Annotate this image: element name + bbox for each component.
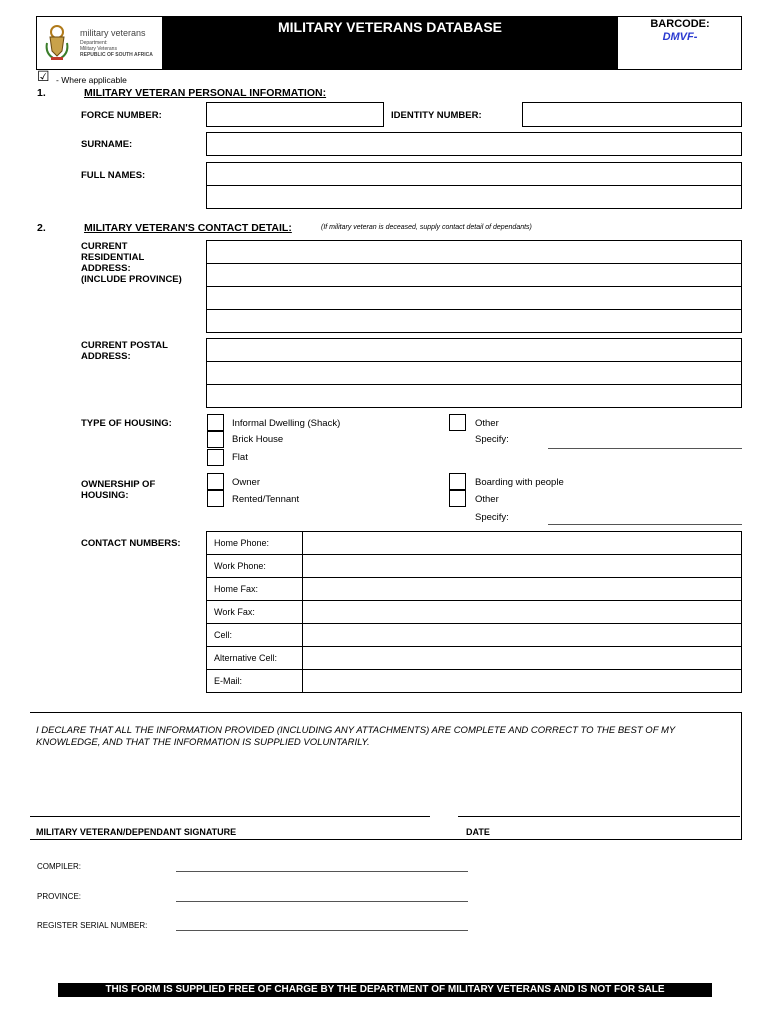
postal-address-line3[interactable]: [206, 384, 742, 408]
ownership-rented-label: Rented/Tennant: [232, 494, 300, 505]
surname-input[interactable]: [206, 132, 742, 156]
footer-notice: THIS FORM IS SUPPLIED FREE OF CHARGE BY THE DEPARTMENT OF MILITARY VETERANS AND IS NOT FOR SALE: [58, 983, 712, 997]
work-fax-input[interactable]: [303, 600, 741, 623]
section2-title: MILITARY VETERAN'S CONTACT DETAIL:: [84, 222, 292, 234]
serial-number-line[interactable]: [176, 930, 468, 931]
contact-row-label: Alternative Cell:: [214, 653, 278, 663]
contact-row: [206, 600, 742, 623]
signature-line[interactable]: [30, 816, 430, 817]
contact-row-label: Home Phone:: [214, 538, 270, 548]
contact-row: [206, 554, 742, 577]
title-panel: [162, 17, 618, 69]
home-fax-input[interactable]: [303, 577, 741, 600]
ownership-rented-checkbox[interactable]: [207, 490, 224, 507]
declaration-text: I DECLARE THAT ALL THE INFORMATION PROVIDED (INCLUDING ANY ATTACHMENTS) ARE COMPLETE AND CORRECT TO THE BEST OF MY KNOWLEDGE, AND THAT THE INFORMATION IS SUPPLIED VOLUNTARILY.: [36, 725, 676, 748]
housing-other-label: Other: [475, 418, 499, 429]
section1-title: MILITARY VETERAN PERSONAL INFORMATION:: [84, 87, 327, 99]
logo-name: military veterans: [80, 28, 146, 38]
residential-address-line1[interactable]: [206, 240, 742, 264]
home-phone-input[interactable]: [303, 531, 741, 554]
logo-department: Department:: [80, 40, 108, 46]
contact-row: [206, 669, 742, 693]
postal-address-line2[interactable]: [206, 361, 742, 385]
logo-country: REPUBLIC OF SOUTH AFRICA: [80, 52, 153, 58]
housing-shack-label: Informal Dwelling (Shack): [232, 418, 341, 429]
legend-text: - Where applicable: [56, 75, 127, 85]
ownership-owner-checkbox[interactable]: [207, 473, 224, 490]
housing-flat-checkbox[interactable]: [207, 449, 224, 466]
contact-row-label: Home Fax:: [214, 584, 259, 594]
contact-row-label: Work Fax:: [214, 607, 255, 617]
signature-label: MILITARY VETERAN/DEPENDANT SIGNATURE: [36, 827, 237, 837]
section2-note: (If military veteran is deceased, supply contact detail of dependants): [321, 224, 532, 231]
province-label: PROVINCE:: [37, 892, 82, 901]
ownership-other-label: Other: [475, 494, 499, 505]
residential-label-4: (INCLUDE PROVINCE): [81, 274, 182, 285]
ownership-boarding-label: Boarding with people: [475, 477, 564, 488]
residential-label-2: RESIDENTIAL: [81, 252, 145, 263]
housing-shack-checkbox[interactable]: [207, 414, 224, 431]
contact-row: [206, 623, 742, 646]
housing-brick-checkbox[interactable]: [207, 431, 224, 448]
coat-of-arms-icon: [44, 23, 70, 61]
ownership-label-2: HOUSING:: [81, 490, 129, 501]
contact-numbers-label: CONTACT NUMBERS:: [81, 538, 181, 549]
section1-number: 1.: [37, 87, 46, 99]
compiler-line[interactable]: [176, 871, 468, 872]
postal-address-line1[interactable]: [206, 338, 742, 362]
barcode-label: BARCODE:: [650, 18, 710, 30]
checkmark-icon: ☑: [37, 68, 50, 84]
compiler-label: COMPILER:: [37, 862, 82, 871]
housing-flat-label: Flat: [232, 452, 248, 463]
section2-number: 2.: [37, 222, 46, 234]
ownership-boarding-checkbox[interactable]: [449, 473, 466, 490]
ownership-specify-line[interactable]: [548, 524, 742, 525]
full-names-label: FULL NAMES:: [81, 170, 146, 181]
header-bar: [36, 16, 742, 70]
residential-address-line2[interactable]: [206, 263, 742, 287]
contact-row-label: Work Phone:: [214, 561, 266, 571]
form-title: MILITARY VETERANS DATABASE: [277, 19, 502, 35]
contact-row: [206, 577, 742, 600]
barcode-value: DMVF-: [662, 31, 698, 43]
force-number-input[interactable]: [206, 102, 384, 127]
logo-ministry: Military Veterans: [80, 46, 117, 52]
identity-number-label: IDENTITY NUMBER:: [391, 110, 482, 121]
date-label: DATE: [466, 827, 490, 837]
alternative-cell-input[interactable]: [303, 646, 741, 669]
contact-row-label: Cell:: [214, 630, 233, 640]
date-line[interactable]: [458, 816, 740, 817]
work-phone-input[interactable]: [303, 554, 741, 577]
ownership-other-checkbox[interactable]: [449, 490, 466, 507]
identity-number-input[interactable]: [522, 102, 742, 127]
full-names-input-line1[interactable]: [206, 162, 742, 186]
full-names-input-line2[interactable]: [206, 185, 742, 209]
logo-panel: [38, 18, 162, 68]
contact-row: [206, 531, 742, 554]
serial-number-label: REGISTER SERIAL NUMBER:: [37, 921, 148, 930]
cell-input[interactable]: [303, 623, 741, 646]
email-input[interactable]: [303, 669, 741, 693]
contact-row-label: E-Mail:: [214, 676, 243, 686]
ownership-label-1: OWNERSHIP OF: [81, 479, 156, 490]
province-line[interactable]: [176, 901, 468, 902]
postal-label-1: CURRENT POSTAL: [81, 340, 168, 351]
housing-other-checkbox[interactable]: [449, 414, 466, 431]
surname-label: SURNAME:: [81, 139, 133, 150]
residential-address-line3[interactable]: [206, 286, 742, 310]
residential-address-line4[interactable]: [206, 309, 742, 333]
contact-row: [206, 646, 742, 669]
ownership-specify-label: Specify:: [475, 512, 509, 523]
ownership-owner-label: Owner: [232, 477, 260, 488]
residential-label-1: CURRENT: [81, 241, 128, 252]
housing-specify-line[interactable]: [548, 448, 742, 449]
residential-label-3: ADDRESS:: [81, 263, 131, 274]
housing-specify-label: Specify:: [475, 434, 509, 445]
force-number-label: FORCE NUMBER:: [81, 110, 162, 121]
housing-type-label: TYPE OF HOUSING:: [81, 418, 172, 429]
barcode-panel: [619, 17, 741, 69]
declaration-box: [30, 712, 742, 840]
housing-brick-label: Brick House: [232, 434, 284, 445]
postal-label-2: ADDRESS:: [81, 351, 131, 362]
